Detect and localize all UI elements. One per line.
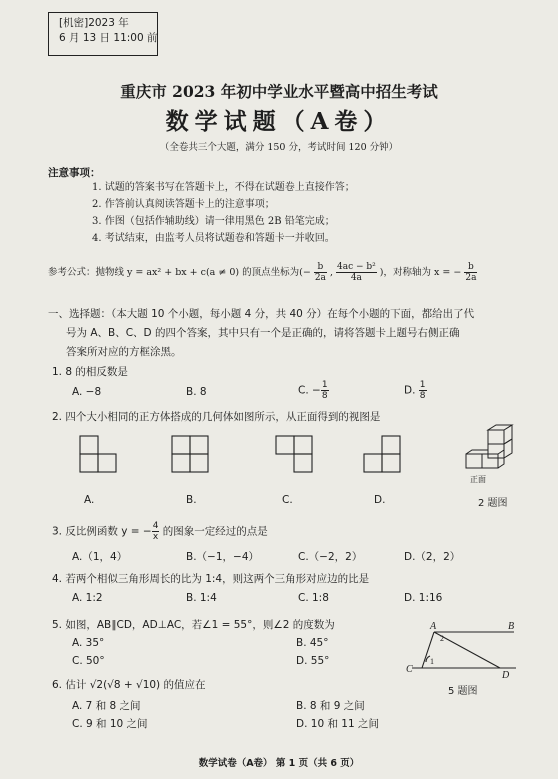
q1-option-b: B. 8 bbox=[186, 386, 207, 398]
formula-frac-axis: $\frac{b}{2a}$ bbox=[465, 262, 477, 283]
formula-frac-k: $\frac{\text{4ac − b²}}{4a}$ bbox=[336, 262, 376, 283]
reference-formula bbox=[48, 262, 477, 283]
q1-option-a: A. −8 bbox=[72, 386, 102, 398]
q2-view-d bbox=[364, 436, 404, 476]
q2-front-label: 正面 bbox=[470, 475, 486, 484]
q4-option-a: A. 1:2 bbox=[72, 592, 103, 604]
q5-stem: 5. 如图，AB∥CD，AD⊥AC，若∠1 = 55°，则∠2 的度数为 bbox=[52, 619, 335, 631]
q3-stem: 3. 反比例函数 y = − $\frac{4}{x}$ 的图象一定经过的点是 bbox=[52, 521, 268, 542]
q5-label-c: C bbox=[406, 664, 413, 675]
exam-note: （全卷共三个大题，满分 150 分，考试时间 120 分钟） bbox=[159, 142, 399, 153]
q2-option-a: A. bbox=[84, 494, 95, 506]
q5-figure-caption: 5 题图 bbox=[448, 686, 478, 697]
q5-option-d: D. 55° bbox=[296, 655, 330, 667]
q1-option-d: D. $\frac{1}{8}$ bbox=[404, 380, 426, 401]
q5-label-b: B bbox=[508, 621, 515, 632]
q2-option-b: B. bbox=[186, 494, 197, 506]
confidential-line-1: [机密]2023 年 bbox=[59, 17, 129, 29]
q3-option-a: A.（1，4） bbox=[72, 551, 128, 563]
q2-stem: 2. 四个大小相同的正方体搭成的几何体如图所示，从正面得到的视图是 bbox=[52, 411, 381, 423]
q2-view-c bbox=[276, 436, 316, 476]
q6-option-b: B. 8 和 9 之间 bbox=[296, 700, 365, 712]
notice-item-2: 2. 作答前认真阅读答题卡上的注意事项； bbox=[92, 199, 275, 210]
q4-option-b: B. 1:4 bbox=[186, 592, 217, 604]
q6-option-c: C. 9 和 10 之间 bbox=[72, 718, 148, 730]
notice-item-3: 3. 作图（包括作辅助线）请一律用黑色 2B 铅笔完成； bbox=[92, 216, 335, 227]
q4-option-c: C. 1:8 bbox=[298, 592, 329, 604]
q3-option-c: C.（−2，2） bbox=[298, 551, 363, 563]
q5-option-b: B. 45° bbox=[296, 637, 329, 649]
confidential-line-2: 6 月 13 日 11:00 前 bbox=[59, 32, 158, 44]
q1-stem: 1. 8 的相反数是 bbox=[52, 366, 128, 378]
q4-option-d: D. 1:16 bbox=[404, 592, 443, 604]
formula-prefix: 参考公式：抛物线 y = ax² + bx + c(a ≠ 0) 的顶点坐标为(− bbox=[48, 267, 311, 278]
q6-option-a: A. 7 和 8 之间 bbox=[72, 700, 141, 712]
q5-option-a: A. 35° bbox=[72, 637, 105, 649]
exam-subtitle: 数学试题（A卷） bbox=[165, 108, 393, 135]
q1-option-c: C. − $\frac{1}{8}$ bbox=[298, 380, 328, 401]
q5-figure bbox=[404, 622, 524, 682]
q5-angle-2: 2 bbox=[440, 634, 444, 643]
section-1-line-3: 答案所对应的方框涂黑。 bbox=[66, 346, 182, 358]
q2-option-c: C. bbox=[282, 494, 293, 506]
q5-label-d: D bbox=[502, 670, 510, 681]
q2-view-b bbox=[172, 436, 212, 476]
section-1-line-1: 一、选择题：（本大题 10 个小题，每小题 4 分，共 40 分）在每个小题的下面，都给出了代 bbox=[48, 308, 475, 320]
q6-stem: 6. 估计 √2(√8 + √10) 的值应在 bbox=[52, 679, 206, 691]
notice-heading: 注意事项： bbox=[48, 167, 101, 179]
q3-option-b: B.（−1，−4） bbox=[186, 551, 259, 563]
confidential-box bbox=[48, 12, 158, 56]
formula-frac-b: $\frac{b}{2a}$ bbox=[314, 262, 326, 283]
section-1-line-2: 号为 A、B、C、D 的四个答案，其中只有一个是正确的，请将答题卡上题号右侧正确 bbox=[66, 327, 460, 339]
q2-figure-caption: 2 题图 bbox=[478, 498, 508, 509]
notice-item-4: 4. 考试结束，由监考人员将试题卷和答题卡一并收回。 bbox=[92, 233, 335, 244]
notice-item-1: 1. 试题的答案书写在答题卡上，不得在试题卷上直接作答； bbox=[92, 182, 355, 193]
formula-sep: , bbox=[329, 267, 336, 278]
q3-option-d: D.（2，2） bbox=[404, 551, 461, 563]
q2-option-d: D. bbox=[374, 494, 386, 506]
formula-axis: )，对称轴为 x = − bbox=[379, 267, 462, 278]
q5-option-c: C. 50° bbox=[72, 655, 105, 667]
page-footer: 数学试卷（A卷） 第 1 页（共 6 页） bbox=[198, 758, 360, 769]
q6-option-d: D. 10 和 11 之间 bbox=[296, 718, 379, 730]
exam-title: 重庆市 2023 年初中学业水平暨高中招生考试 bbox=[120, 82, 438, 101]
q2-view-a bbox=[80, 436, 120, 476]
q5-label-a: A bbox=[430, 621, 437, 632]
q4-stem: 4. 若两个相似三角形周长的比为 1:4，则这两个三角形对应边的比是 bbox=[52, 573, 370, 585]
q5-angle-1: 1 bbox=[430, 657, 434, 666]
